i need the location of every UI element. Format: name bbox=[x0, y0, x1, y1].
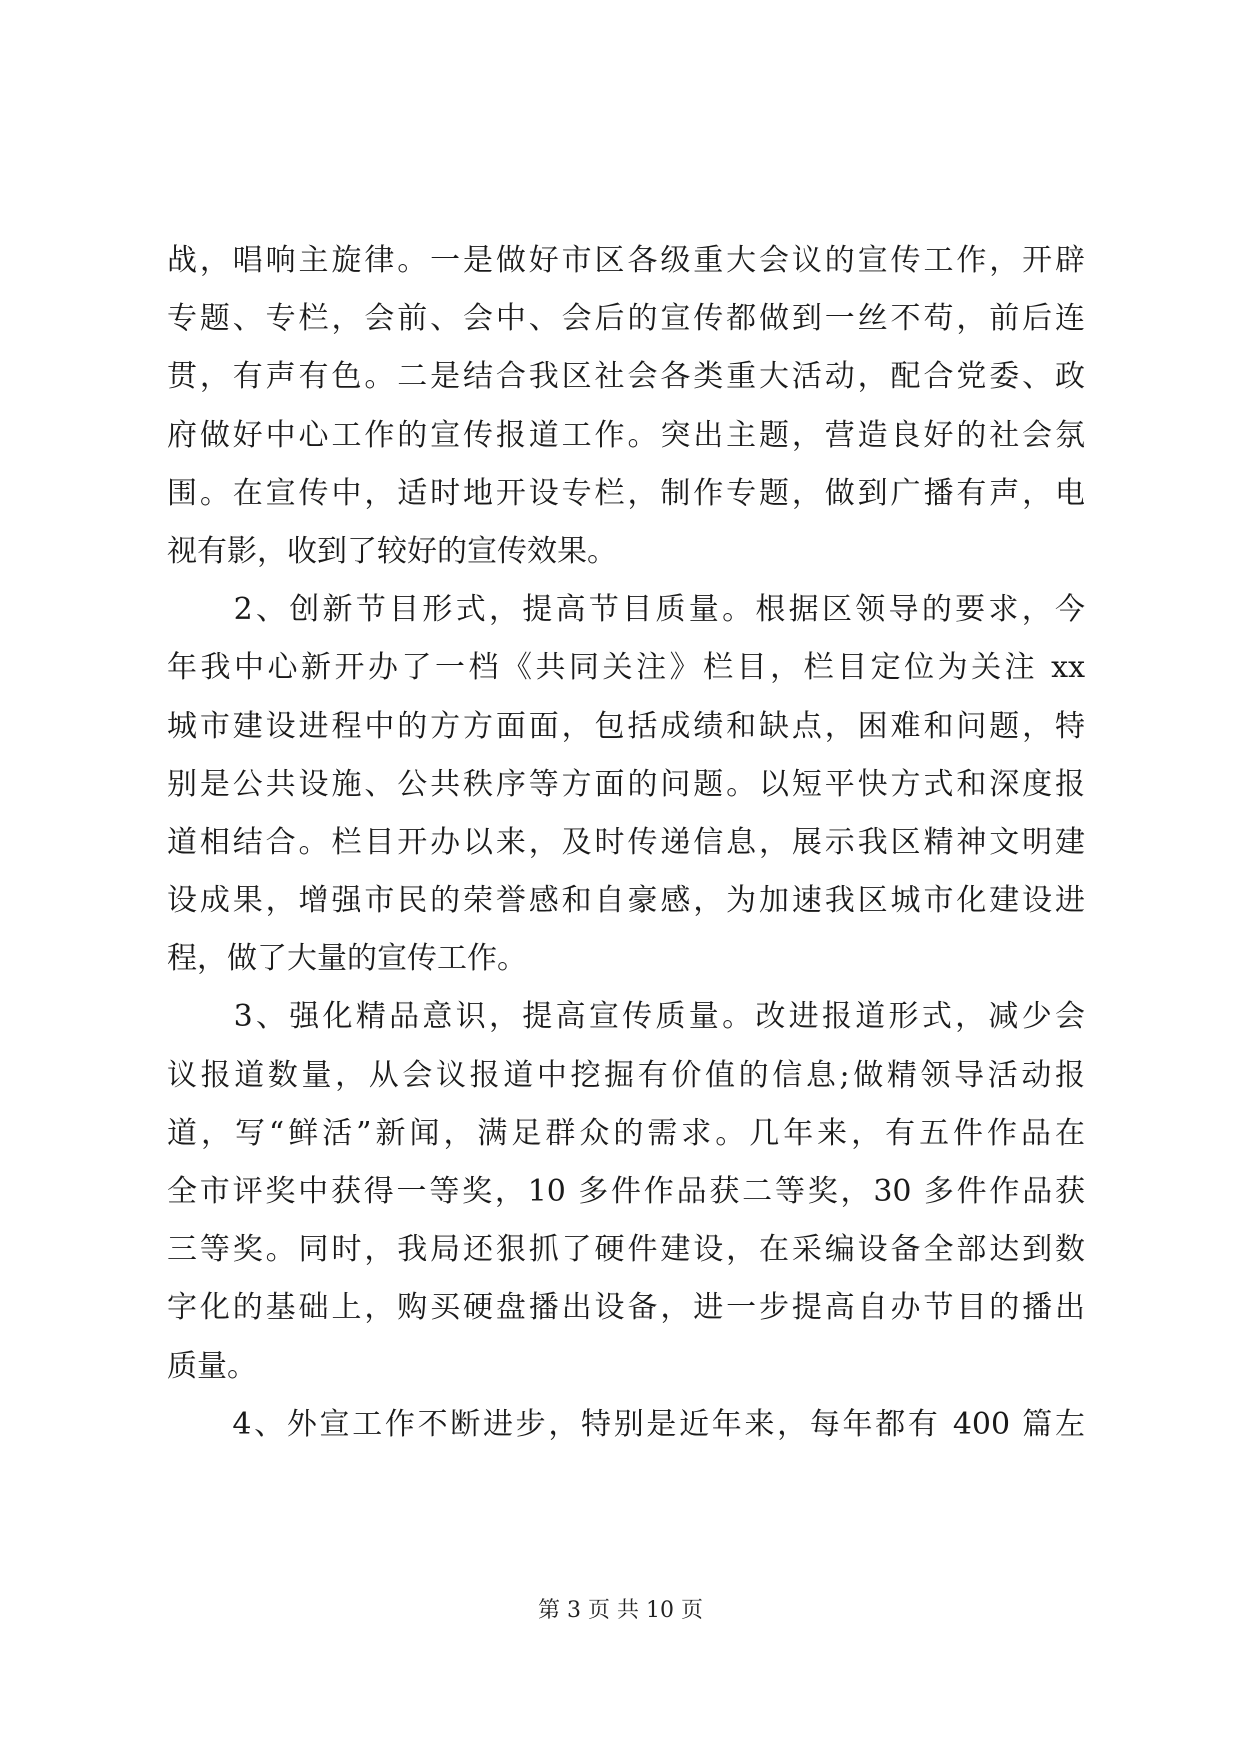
text-line: 府做好中心工作的宣传报道工作。突出主题，营造良好的社会氛 bbox=[167, 417, 1085, 453]
text-line: 字化的基础上，购买硬盘播出设备，进一步提高自办节目的播出 bbox=[167, 1290, 1085, 1326]
text-line: 道相结合。栏目开办以来，及时传递信息，展示我区精神文明建 bbox=[167, 824, 1085, 860]
text-line: 议报道数量，从会议报道中挖掘有价值的信息;做精领导活动报 bbox=[167, 1057, 1085, 1093]
text-line: 设成果，增强市民的荣誉感和自豪感，为加速我区城市化建设进 bbox=[167, 883, 1085, 919]
text-line: 2、创新节目形式，提高节目质量。根据区领导的要求，今 bbox=[167, 592, 1085, 628]
body-text bbox=[167, 232, 1085, 1454]
text-line: 专题、专栏，会前、会中、会后的宣传都做到一丝不苟，前后连 bbox=[167, 301, 1085, 337]
text-line: 城市建设进程中的方方面面，包括成绩和缺点，困难和问题，特 bbox=[167, 708, 1085, 744]
text-line: 道，写“鲜活”新闻，满足群众的需求。几年来，有五件作品在 bbox=[167, 1115, 1085, 1151]
page-footer: 第 3 页 共 10 页 bbox=[538, 1598, 703, 1623]
text-line: 战，唱响主旋律。一是做好市区各级重大会议的宣传工作，开辟 bbox=[167, 243, 1085, 278]
text-line: 别是公共设施、公共秩序等方面的问题。以短平快方式和深度报 bbox=[167, 766, 1085, 802]
text-line: 3、强化精品意识，提高宣传质量。改进报道形式，减少会 bbox=[167, 999, 1085, 1035]
text-line: 4、外宣工作不断进步，特别是近年来，每年都有 400 篇左 bbox=[167, 1406, 1085, 1442]
text-line: 全市评奖中获得一等奖，10 多件作品获二等奖，30 多件作品获 bbox=[167, 1174, 1085, 1209]
text-line: 年我中心新开办了一档《共同关注》栏目，栏目定位为关注 xx bbox=[167, 650, 1085, 686]
text-line: 贯，有声有色。二是结合我区社会各类重大活动，配合党委、政 bbox=[167, 359, 1085, 395]
text-line: 质量。 bbox=[167, 1348, 257, 1384]
text-line: 程，做了大量的宣传工作。 bbox=[167, 941, 527, 977]
text-line: 围。在宣传中，适时地开设专栏，制作专题，做到广播有声，电 bbox=[167, 475, 1085, 511]
text-line: 视有影，收到了较好的宣传效果。 bbox=[167, 533, 617, 569]
text-line: 三等奖。同时，我局还狠抓了硬件建设，在采编设备全部达到数 bbox=[167, 1232, 1085, 1268]
